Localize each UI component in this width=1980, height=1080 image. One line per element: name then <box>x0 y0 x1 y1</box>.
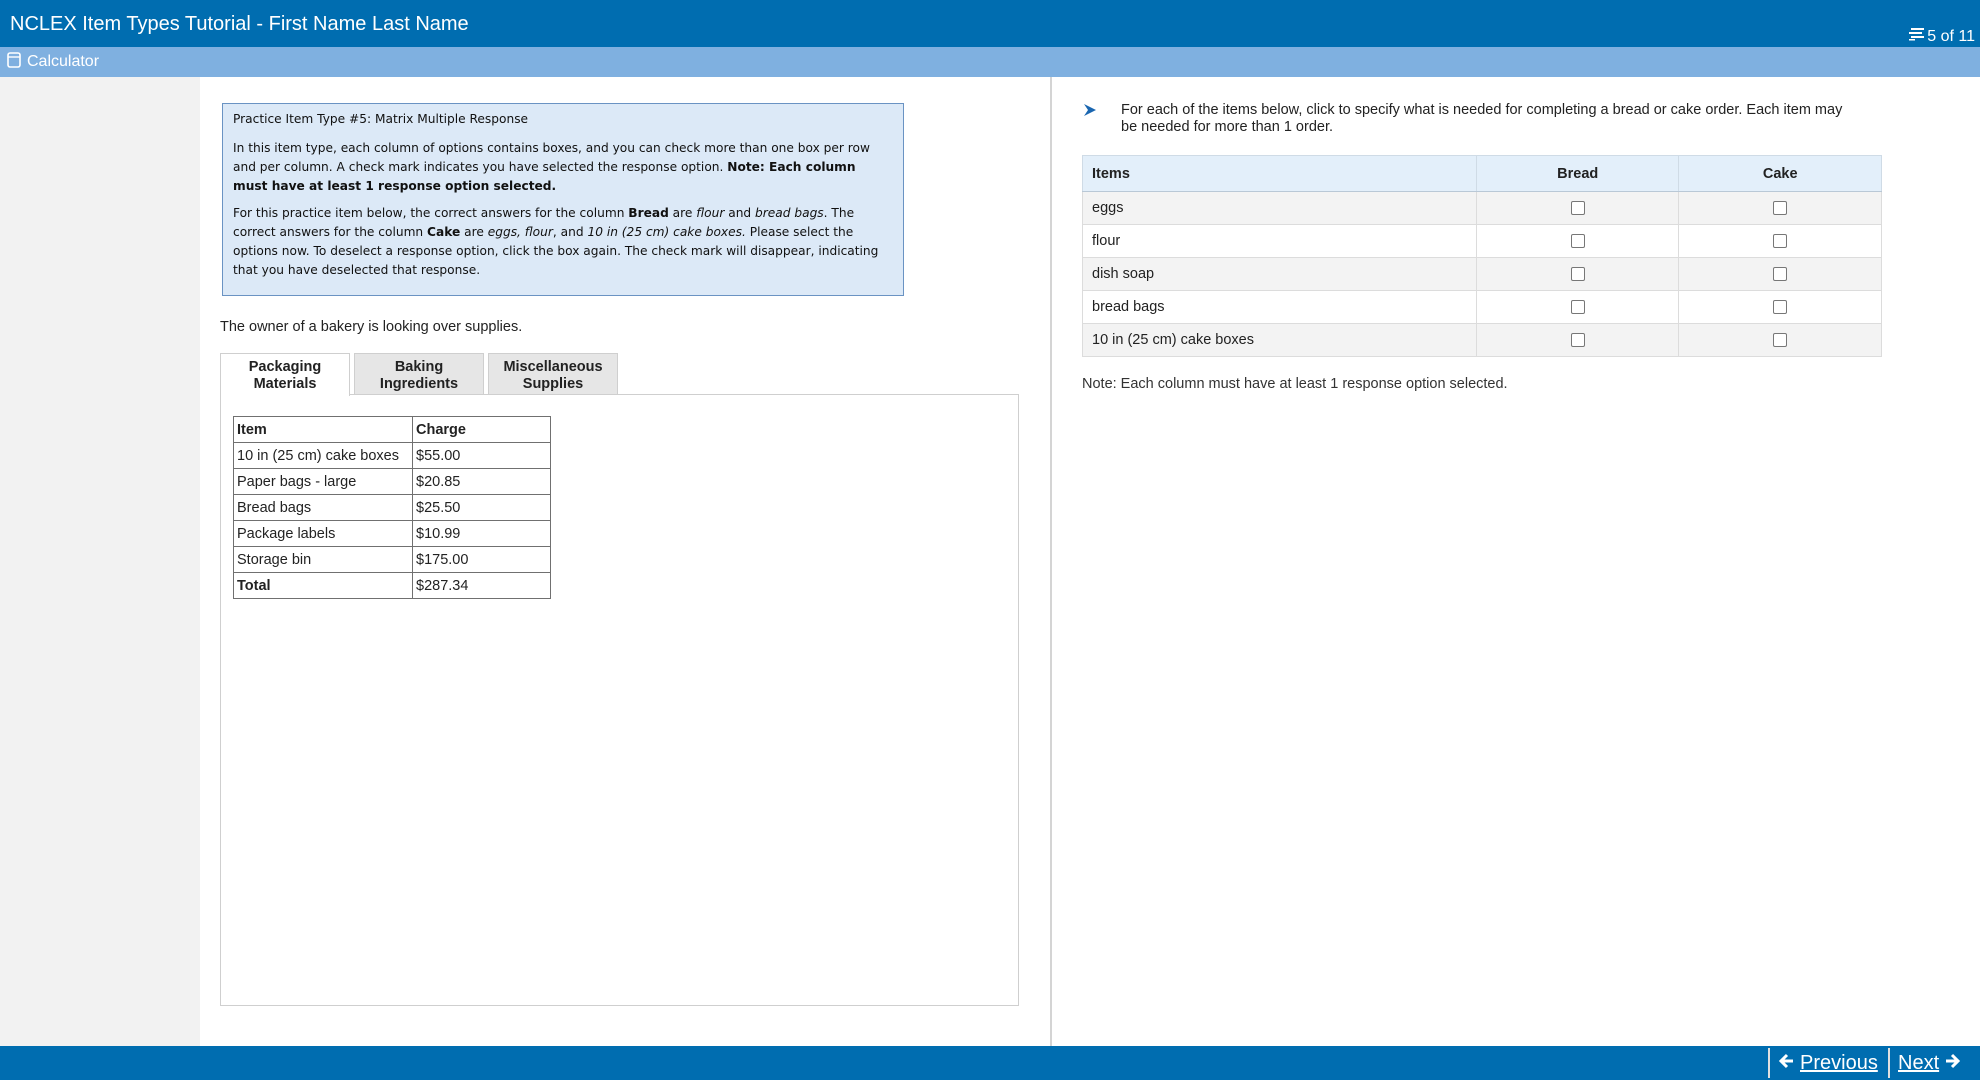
row-label: bread bags <box>1083 291 1477 324</box>
cell <box>1476 192 1679 225</box>
row-label: eggs <box>1083 192 1477 225</box>
instruction-italic: bread bags <box>755 206 824 220</box>
matrix-row-dish-soap <box>1083 258 1882 291</box>
tab-label: Ingredients <box>379 376 459 392</box>
charges-table <box>233 416 551 599</box>
instruction-text: Please select the options now. To deselect a response option, click the box again. The check mark will disappear, indicating that you have deselected that response. <box>233 225 879 277</box>
matrix-row-flour <box>1083 225 1882 258</box>
cell <box>1679 324 1882 357</box>
instruction-heading: Practice Item Type #5: Matrix Multiple Response <box>233 112 529 126</box>
tab-label: Materials <box>253 376 317 392</box>
item-cell: Bread bags <box>234 495 413 521</box>
matrix-row-eggs <box>1083 192 1882 225</box>
progress-text: 5 of 11 <box>1927 27 1975 45</box>
instruction-text: . The correct answers for the column <box>233 206 855 239</box>
instruction-text: For this practice item below, the correct answers for the column <box>233 206 629 220</box>
row-label: flour <box>1083 225 1477 258</box>
instruction-text: and <box>724 206 756 220</box>
cell <box>1679 291 1882 324</box>
next-label: Next <box>1898 1052 1940 1074</box>
cell <box>1679 192 1882 225</box>
checkbox-bread-bread-bags[interactable] <box>1571 300 1585 314</box>
checkbox-bread-dish-soap[interactable] <box>1571 267 1585 281</box>
checkbox-bread-cake-boxes[interactable] <box>1571 333 1585 347</box>
cell <box>1679 225 1882 258</box>
charge-cell: $25.50 <box>413 495 551 521</box>
checkbox-cake-dish-soap[interactable] <box>1773 267 1787 281</box>
matrix-row-cake-boxes <box>1083 324 1882 357</box>
cell <box>1476 324 1679 357</box>
matrix-header-row <box>1083 156 1882 192</box>
column-header-item: Item <box>234 417 413 443</box>
calculator-label: Calculator <box>27 53 100 70</box>
selection-note: Note: Each column must have at least 1 response option selected. <box>1082 376 1508 392</box>
next-button[interactable] <box>1888 1048 1980 1078</box>
instruction-paragraph-2 <box>233 204 893 280</box>
app-title: NCLEX Item Types Tutorial - First Name Last Name <box>10 13 469 35</box>
table-row <box>234 443 551 469</box>
row-label: 10 in (25 cm) cake boxes <box>1083 324 1477 357</box>
checkbox-bread-flour[interactable] <box>1571 234 1585 248</box>
cell <box>1476 258 1679 291</box>
table-row <box>234 469 551 495</box>
arrow-right-icon <box>1082 102 1098 123</box>
charge-cell: $175.00 <box>413 547 551 573</box>
table-row <box>234 521 551 547</box>
previous-button[interactable] <box>1768 1048 1888 1078</box>
checkbox-cake-flour[interactable] <box>1773 234 1787 248</box>
instruction-text: , and <box>552 225 588 239</box>
prompt-text: For each of the items below, click to specify what is needed for completing a bread or cake order. Each item may be needed for more than 1 order. <box>1121 102 1843 135</box>
item-stem: The owner of a bakery is looking over supplies. <box>220 319 523 335</box>
row-label: dish soap <box>1083 258 1477 291</box>
matrix-row-bread-bags <box>1083 291 1882 324</box>
instruction-note: Note: Each column must have at least 1 response option selected. <box>233 160 856 193</box>
instruction-bold: Cake <box>427 225 461 239</box>
item-cell: Storage bin <box>234 547 413 573</box>
column-header-bread: Bread <box>1476 156 1679 192</box>
tab-baking-ingredients[interactable] <box>354 353 484 395</box>
charge-cell: $20.85 <box>413 469 551 495</box>
instruction-text: are <box>460 225 488 239</box>
calculator-icon <box>7 52 21 73</box>
response-matrix <box>1082 155 1882 357</box>
instruction-text: are <box>668 206 697 220</box>
total-row <box>234 573 551 599</box>
tab-panel <box>220 394 1019 1006</box>
toolbar <box>0 47 1980 77</box>
tab-label: Baking <box>394 359 444 375</box>
exhibit-pane <box>200 77 1050 1046</box>
total-label: Total <box>234 573 413 599</box>
title-bar <box>0 0 1980 47</box>
arrow-right-icon <box>1945 1048 1961 1078</box>
item-cell: Package labels <box>234 521 413 547</box>
question-pane <box>1052 77 1980 1046</box>
calculator-button[interactable] <box>7 51 99 73</box>
cell <box>1476 291 1679 324</box>
instruction-box <box>222 103 904 296</box>
item-cell: Paper bags - large <box>234 469 413 495</box>
charge-cell: $55.00 <box>413 443 551 469</box>
instruction-italic: eggs, flour <box>487 225 553 239</box>
instruction-italic: 10 in (25 cm) cake boxes. <box>587 225 746 239</box>
total-value: $287.34 <box>413 573 551 599</box>
table-header-row <box>234 417 551 443</box>
charge-cell: $10.99 <box>413 521 551 547</box>
instruction-bold: Bread <box>628 206 669 220</box>
tab-label: Packaging <box>248 359 322 375</box>
question-prompt <box>1082 102 1862 136</box>
column-header-charge: Charge <box>413 417 551 443</box>
bottom-nav-bar <box>0 1046 1980 1080</box>
item-progress <box>1909 27 1975 46</box>
column-header-items: Items <box>1083 156 1477 192</box>
instruction-text: In this item type, each column of options contains boxes, and you can check more than one box per row and per column. A check mark indicates you have selected the response option. <box>233 141 870 174</box>
arrow-left-icon <box>1778 1048 1794 1078</box>
tab-miscellaneous-supplies[interactable] <box>488 353 618 395</box>
table-row <box>234 495 551 521</box>
instruction-italic: flour <box>696 206 725 220</box>
tab-label: Supplies <box>522 376 584 392</box>
column-header-cake: Cake <box>1679 156 1882 192</box>
tab-packaging-materials[interactable] <box>220 353 350 396</box>
table-row <box>234 547 551 573</box>
list-icon <box>1909 27 1925 46</box>
cell <box>1476 225 1679 258</box>
instruction-paragraph-1 <box>233 139 893 196</box>
left-gutter <box>0 77 200 1046</box>
checkbox-cake-eggs[interactable] <box>1773 201 1787 215</box>
previous-label: Previous <box>1800 1052 1878 1074</box>
item-cell: 10 in (25 cm) cake boxes <box>234 443 413 469</box>
checkbox-cake-cake-boxes[interactable] <box>1773 333 1787 347</box>
cell <box>1679 258 1882 291</box>
checkbox-bread-eggs[interactable] <box>1571 201 1585 215</box>
tab-label: Miscellaneous <box>503 359 603 375</box>
checkbox-cake-bread-bags[interactable] <box>1773 300 1787 314</box>
